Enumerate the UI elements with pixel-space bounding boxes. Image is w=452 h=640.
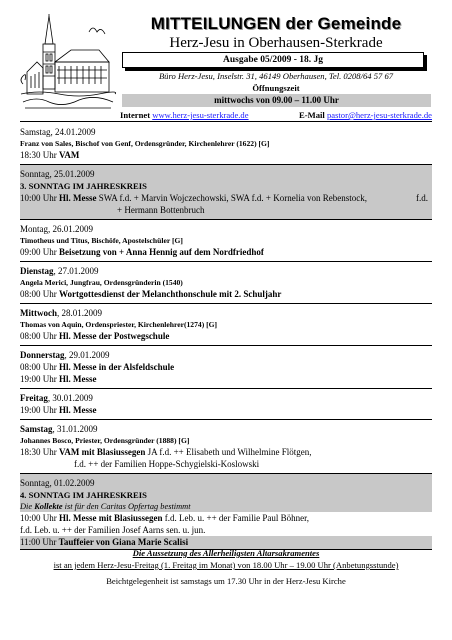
day-date: Donnerstag, 29.01.2009 <box>20 350 110 360</box>
service-line: 08:00 Uhr Wortgottesdienst der Melanchthonschule mit 2. Schuljahr <box>20 289 282 299</box>
service-line: 10:00 Uhr Hl. Messe mit Blasiussegen f.d. Leb. u. ++ der Familie Paul Böhner, <box>19 512 432 524</box>
service-line: 18:30 Uhr VAM mit Blasiussegen JA f.d. ++ Elisabeth und Wilhelmine Flötgen, <box>20 447 312 457</box>
day-date: Freitag, 30.01.2009 <box>20 393 93 403</box>
service-line-continued: f.d. ++ der Familien Hoppe-Schygielski-Koslowski <box>74 459 260 469</box>
collection-note: Die Kollekte ist für den Caritas Opfertag bestimmt <box>20 502 191 511</box>
opening-hours-title: Öffnungszeit <box>252 83 300 93</box>
internet-label: Internet <box>120 110 151 120</box>
office-address: Büro Herz-Jesu, Inselstr. 31, 46149 Oberhausen, Tel. 0208/64 57 67 <box>158 71 394 81</box>
day-date: Sonntag, 01.02.2009 <box>20 478 95 488</box>
schedule <box>20 123 432 550</box>
parish-name: Herz-Jesu in Oberhausen-Sterkrade <box>169 35 383 51</box>
saint-of-day: Franz von Sales, Bischof von Genf, Ordensgründer, Kirchenlehrer (1622) [G] <box>20 139 270 148</box>
email-link[interactable]: pastor@herz-jesu-sterkrade.de <box>326 110 432 120</box>
day-entry <box>20 420 432 474</box>
email-label: E-Mail <box>299 110 325 120</box>
day-entry <box>20 220 432 262</box>
day-date: Sonntag, 25.01.2009 <box>20 169 95 179</box>
contact-line <box>120 110 432 120</box>
saint-of-day: Timotheus und Titus, Bischöfe, Apostelschüler [G] <box>20 236 183 245</box>
service-line: 18:30 Uhr VAM <box>20 150 80 160</box>
service-line: 11:00 Uhr Tauffeier von Giana Marie Scalisi <box>20 537 189 547</box>
day-date: Dienstag, 27.01.2009 <box>20 266 99 276</box>
opening-hours: mittwochs von 09.00 – 11.00 Uhr <box>122 94 431 107</box>
day-entry <box>20 123 432 165</box>
saint-of-day: Angela Merici, Jungfrau, Ordensgründerin (1540) <box>20 278 183 287</box>
day-entry <box>20 389 432 420</box>
sunday-title: 4. SONNTAG IM JAHRESKREIS <box>20 490 147 500</box>
day-date: Mittwoch, 28.01.2009 <box>20 308 102 318</box>
service-line-continued: + Hermann Bottenbruch <box>117 205 205 215</box>
saint-of-day: Thomas von Aquin, Ordenspriester, Kirchenlehrer(1274) [G] <box>20 320 218 329</box>
day-entry-sunday <box>20 165 432 220</box>
issue-box: Ausgabe 05/2009 - 18. Jg <box>122 52 424 68</box>
day-entry <box>20 262 432 304</box>
saint-of-day: Johannes Bosco, Priester, Ordensgründer (1888) [G] <box>20 436 190 445</box>
service-line-continued: f.d. Leb. u. ++ der Familien Josef Aarns sen. u. jun. <box>19 524 432 536</box>
email-block <box>299 110 432 120</box>
day-date: Montag, 26.01.2009 <box>20 224 93 234</box>
church-logo <box>19 14 117 115</box>
adoration-title: Die Aussetzung des Allerheiligsten Altarsakramentes <box>132 548 320 558</box>
confession-text: Beichtgelegenheit ist samstags um 17.30 Uhr in der Herz-Jesu Kirche <box>106 576 346 586</box>
newsletter-title: MITTEILUNGEN der Gemeinde <box>150 14 402 33</box>
service-line: 09:00 Uhr Beisetzung von + Anna Hennig auf dem Nordfriedhof <box>20 247 264 257</box>
adoration-text: ist an jedem Herz-Jesu-Freitag (1. Freitag im Monat) von 18.00 Uhr – 19.00 Uhr (Anbetungsstunde) <box>53 560 399 570</box>
day-entry <box>20 346 432 389</box>
website-link[interactable]: www.herz-jesu-sterkrade.de <box>152 110 249 120</box>
service-line: 19:00 Uhr Hl. Messe <box>20 374 97 384</box>
day-entry-sunday <box>20 474 432 550</box>
day-date: Samstag, 24.01.2009 <box>20 127 96 137</box>
service-line: 08:00 Uhr Hl. Messe in der Alsfeldschule <box>20 362 175 372</box>
day-date: Samstag, 31.01.2009 <box>20 424 98 434</box>
service-line: 08:00 Uhr Hl. Messe der Postwegschule <box>20 331 170 341</box>
service-line: 19:00 Uhr Hl. Messe <box>20 405 97 415</box>
header-divider <box>20 121 432 122</box>
sunday-title: 3. SONNTAG IM JAHRESKREIS <box>20 181 147 191</box>
service-line: 10:00 Uhr Hl. Messe SWA f.d. + Marvin Wojczechowski, SWA f.d. + Kornelia von Rebenstock, f.d. <box>20 193 428 203</box>
day-entry <box>20 304 432 346</box>
